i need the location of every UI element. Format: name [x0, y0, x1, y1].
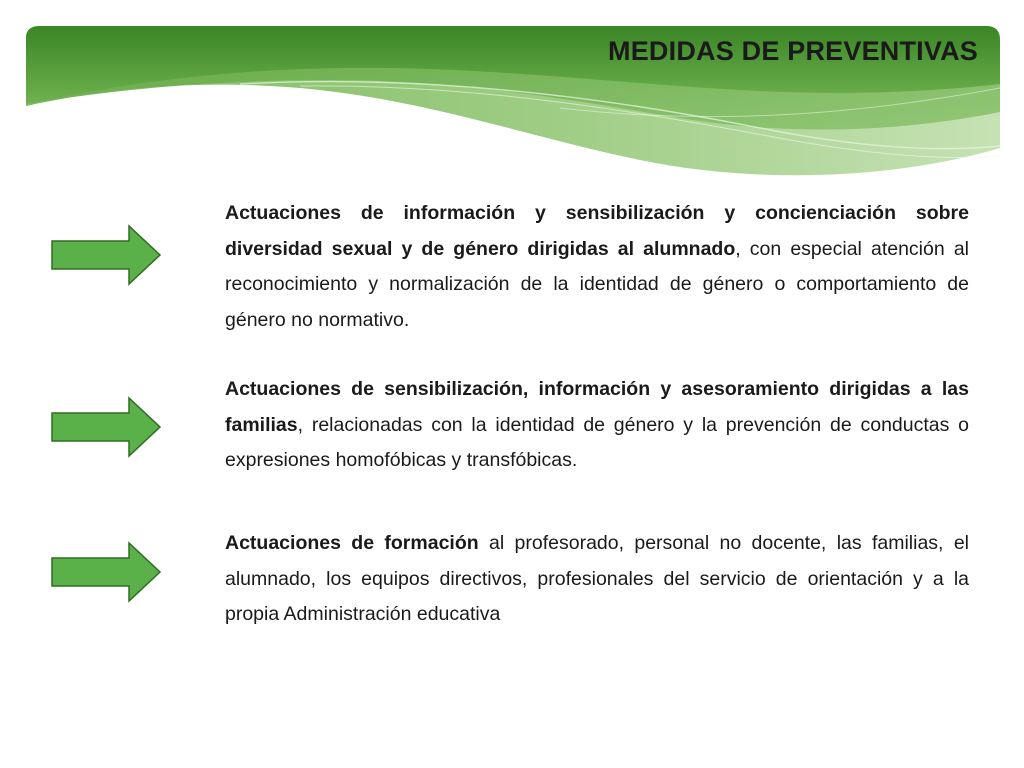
prevention-item-3	[225, 526, 969, 633]
prevention-item-2-bold: Actuaciones de sensibilización, información y asesoramiento dirigidas a las familias	[225, 378, 969, 436]
prevention-item-3-text: al profesorado, personal no docente, las familias, el alumnado, los equipos directivos, profesionales del servicio de orientación y a la propia Administración educativa	[225, 532, 969, 625]
prevention-item-3-bold: Actuaciones de formación	[225, 532, 479, 554]
header-banner	[0, 0, 1024, 190]
prevention-item-1-bold: Actuaciones de información y sensibilización y concienciación sobre diversidad sexual y de género dirigidas al alumnado	[225, 202, 969, 260]
prevention-item-2-text: , relacionadas con la identidad de género y la prevención de conductas o expresiones homofóbicas y transfóbicas.	[225, 413, 969, 471]
arrow-right-icon	[50, 541, 164, 603]
slide-title: MEDIDAS DE PREVENTIVAS	[608, 36, 978, 66]
prevention-item-2	[225, 372, 969, 479]
prevention-item-1-text: , con especial atención al reconocimiento y normalización de la identidad de género o comportamiento de género no normativo.	[225, 237, 969, 331]
prevention-item-1	[225, 196, 969, 338]
arrow-right-icon	[50, 224, 164, 286]
arrow-right-icon	[50, 396, 164, 458]
